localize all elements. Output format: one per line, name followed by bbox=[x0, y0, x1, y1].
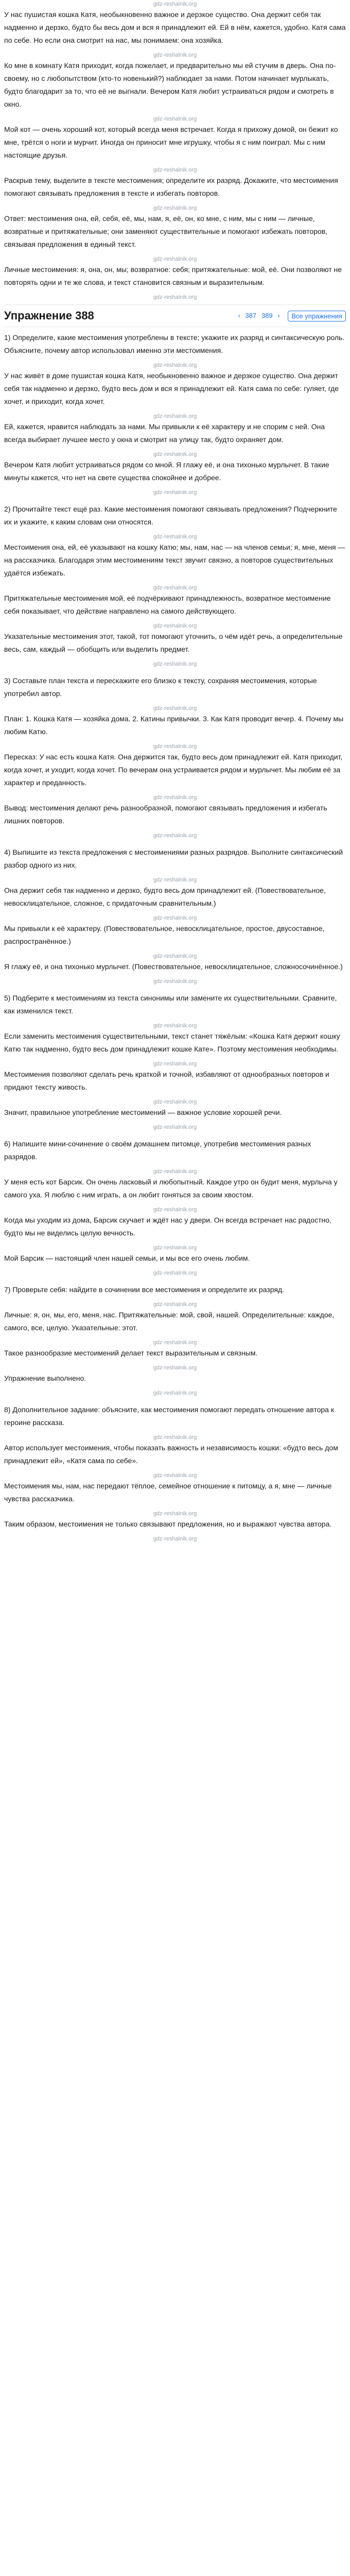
watermark: gdz-reshalnik.org bbox=[153, 1434, 197, 1440]
chevron-right-icon: › bbox=[277, 312, 280, 319]
watermark: gdz-reshalnik.org bbox=[153, 1124, 197, 1130]
paragraph: Значит, правильное употребление местоимений — важное условие хорошей речи. bbox=[4, 1108, 282, 1116]
paragraph: 6) Напишите мини-сочинение о своём домашнем питомце, употребив местоимения разных разрядов. bbox=[4, 1140, 311, 1161]
all-exercises-button[interactable]: Все упражнения bbox=[288, 311, 346, 321]
watermark: gdz-reshalnik.org bbox=[153, 167, 197, 173]
watermark: gdz-reshalnik.org bbox=[153, 1061, 197, 1067]
watermark: gdz-reshalnik.org bbox=[153, 1365, 197, 1371]
watermark: gdz-reshalnik.org bbox=[153, 877, 197, 883]
paragraph: 2) Прочитайте текст ещё раз. Какие местоимения помогают связывать предложения? Подчеркните их и укажите, к каким словам они относятся. bbox=[4, 505, 337, 526]
paragraph: Ей, кажется, нравится наблюдать за нами. Мы привыкли к её характеру и не спорим с ней. Она всегда выбирает лучшее место у окна и смотрит на улицу так, будто охраняет дом. bbox=[4, 422, 325, 444]
answer-section bbox=[4, 846, 346, 985]
paragraph: 4) Выпишите из текста предложения с местоимениями разных разрядов. Выполните синтаксический разбор одного из них. bbox=[4, 848, 343, 869]
watermark: gdz-reshalnik.org bbox=[153, 1270, 197, 1276]
watermark: gdz-reshalnik.org bbox=[153, 489, 197, 496]
paragraph: У нас живёт в доме пушистая кошка Катя, необыкновенно важное и дерзкое существо. Она держит себя так надменно и дерзко, будто весь дом и вся я принадлежит ей. Катя сама по себе: гуляет, где хочет, и приходит, когда хочет. bbox=[4, 371, 339, 405]
paragraph: Пересказ: У нас есть кошка Катя. Она держится так, будто весь дом принадлежит ей. Катя приходит, когда хочет, и уходит, когда хочет. По вечерам она устраивается рядом и мурлычет. Мы любим её за характер и преданность. bbox=[4, 753, 343, 787]
paragraph: 3) Составьте план текста и перескажите его близко к тексту, сохраняя местоимения, которые употребил автор. bbox=[4, 676, 317, 698]
watermark: gdz-reshalnik.org bbox=[153, 661, 197, 667]
paragraph: Личные местоимения: я, она, он, мы; возвратное: себя; притяжательные: мой, её. Они позволяют не повторять одни и те же слова, и текст становится связным и выразительным. bbox=[4, 265, 342, 286]
watermark: gdz-reshalnik.org bbox=[153, 1340, 197, 1346]
paragraph: План: 1. Кошка Катя — хозяйка дома. 2. Катины привычки. 3. Как Катя проводит вечер. 4. Почему мы любим Катю. bbox=[4, 715, 344, 736]
paragraph: Местоимения она, ей, её указывают на кошку Катю; мы, нам, нас — на членов семьи; я, мне, меня — на рассказчика. Благодаря этим местоимениям текст звучит связно, а повторов существительных удаётся избежать. bbox=[4, 543, 345, 577]
upper-text-block bbox=[4, 8, 346, 300]
paragraph: Местоимения мы, нам, нас передают тёплое, семейное отношение к питомцу, а я, мне — личные чувства рассказчика. bbox=[4, 1482, 332, 1503]
paragraph: Упражнение выполнено. bbox=[4, 1374, 86, 1382]
watermark: gdz-reshalnik.org bbox=[153, 362, 197, 368]
paragraph: Вечером Катя любит устраиваться рядом со мной. Я глажу её, и она тихонько мурлычет. В такие минуты кажется, что нет на свете существа спокойнее и добрее. bbox=[4, 461, 329, 482]
answer-section bbox=[4, 1283, 346, 1396]
exercise-title: Упражнение 388 bbox=[4, 309, 94, 322]
watermark: gdz-reshalnik.org bbox=[153, 953, 197, 959]
paragraph: Указательные местоимения этот, такой, тот помогают уточнить, о чём идёт речь, а определительные весь, сам, каждый — обобщить или выделить предмет. bbox=[4, 632, 343, 653]
watermark: gdz-reshalnik.org bbox=[153, 451, 197, 457]
watermark: gdz-reshalnik.org bbox=[153, 52, 197, 58]
paragraph: У нас пушистая кошка Катя, необыкновенно важное и дерзкое существо. Она держит себя так надменно и дерзко, будто бы весь дом и вся я принадлежит ей. Ей в нём, кажется, удобно. Катя сама по себе. Но если она смотрит на нас, мы понимаем: она хозяйка. bbox=[4, 10, 346, 44]
paragraph: Такое разнообразие местоимений делает текст выразительным и связным. bbox=[4, 1349, 258, 1357]
next-exercise-link[interactable] bbox=[261, 312, 283, 320]
watermark: gdz-reshalnik.org bbox=[153, 623, 197, 629]
watermark: gdz-reshalnik.org bbox=[153, 794, 197, 801]
paragraph: Мой Барсик — настоящий член нашей семьи, и мы все его очень любим. bbox=[4, 1254, 250, 1262]
watermark: gdz-reshalnik.org bbox=[153, 1390, 197, 1396]
watermark: gdz-reshalnik.org bbox=[153, 413, 197, 419]
watermark: gdz-reshalnik.org bbox=[153, 1207, 197, 1213]
paragraph: Я глажу её, и она тихонько мурлычет. (Повествовательное, невосклицательное, сложносочинённое.) bbox=[4, 962, 343, 971]
answer-section bbox=[4, 503, 346, 667]
paragraph: 1) Определите, какие местоимения употреблены в тексте; укажите их разряд и синтаксическую роль. Объясните, почему автор использовал именно эти местоимения. bbox=[4, 333, 345, 354]
answer-section bbox=[4, 1403, 346, 1542]
answer-section bbox=[4, 331, 346, 496]
paragraph: 8) Дополнительное задание: объясните, как местоимения помогают передать отношение автора к героине рассказа. bbox=[4, 1405, 334, 1427]
watermark: gdz-reshalnik.org bbox=[153, 1536, 197, 1542]
paragraph: Автор использует местоимения, чтобы показать важность и независимость кошки: «будто весь дом принадлежит ей», «Катя сама по себе». bbox=[4, 1444, 338, 1465]
watermark: gdz-reshalnik.org bbox=[153, 705, 197, 711]
next-exercise-label: 389 bbox=[261, 312, 273, 319]
exercise-nav bbox=[235, 311, 346, 321]
watermark: gdz-reshalnik.org bbox=[153, 205, 197, 211]
paragraph: 5) Подберите к местоимениям из текста синонимы или замените их существительными. Сравните, как изменился текст. bbox=[4, 994, 337, 1015]
paragraph: Когда мы уходим из дома, Барсик скучает и ждёт нас у двери. Он всегда встречает нас радостно, будто мы не виделись целую вечность. bbox=[4, 1216, 331, 1237]
paragraph: Если заменить местоимения существительными, текст станет тяжёлым: «Кошка Катя держит кошку Катю так надменно, будто весь дом принадлежит кошке Кате». Поэтому местоимения необходимы. bbox=[4, 1032, 340, 1053]
watermark: gdz-reshalnik.org bbox=[153, 534, 197, 540]
watermark: gdz-reshalnik.org bbox=[153, 915, 197, 921]
watermark: gdz-reshalnik.org bbox=[153, 978, 197, 985]
paragraph: Местоимения позволяют сделать речь краткой и точной, избавляют от однообразных повторов и придают тексту живость. bbox=[4, 1070, 329, 1091]
prev-exercise-label: 387 bbox=[245, 312, 257, 319]
exercise-header bbox=[4, 304, 346, 327]
watermark: gdz-reshalnik.org bbox=[153, 1511, 197, 1517]
watermark: gdz-reshalnik.org bbox=[153, 1301, 197, 1308]
watermark: gdz-reshalnik.org bbox=[153, 833, 197, 839]
top-watermark: gdz-reshalnik.org bbox=[153, 1, 197, 7]
watermark: gdz-reshalnik.org bbox=[153, 1099, 197, 1105]
paragraph: Мы привыкли к её характеру. (Повествовательное, невосклицательное, простое, двусоставное, распространённое.) bbox=[4, 924, 325, 945]
paragraph: У меня есть кот Барсик. Он очень ласковый и любопытный. Каждое утро он будит меня, мурлыча у самого уха. Я люблю с ним играть, а он любит гоняться за своим хвостом. bbox=[4, 1178, 338, 1199]
paragraph: Притяжательные местоимения мой, её подчёркивают принадлежность, возвратное местоимение себя показывает, что действие направлено на самого действующего. bbox=[4, 594, 331, 615]
watermark: gdz-reshalnik.org bbox=[153, 294, 197, 300]
paragraph: 7) Проверьте себя: найдите в сочинении все местоимения и определите их разряд. bbox=[4, 1285, 284, 1294]
watermark: gdz-reshalnik.org bbox=[153, 585, 197, 591]
answer-section bbox=[4, 992, 346, 1130]
watermark: gdz-reshalnik.org bbox=[153, 1168, 197, 1175]
lower-text-block bbox=[4, 331, 346, 1542]
paragraph: Личные: я, он, мы, его, меня, нас. Притяжательные: мой, свой, нашей. Определительные: каждое, самого, все, целую. Указательные: этот. bbox=[4, 1311, 335, 1332]
chevron-left-icon: ‹ bbox=[238, 312, 240, 319]
watermark: gdz-reshalnik.org bbox=[153, 116, 197, 122]
watermark: gdz-reshalnik.org bbox=[153, 256, 197, 262]
paragraph: Ко мне в комнату Катя приходит, когда пожелает, и предварительно мы ей стучим в дверь. Она по-своему, но с любопытством (кто-то новенький?) наблюдает за нами. Потом начинает мурлыкать, будто благодарит за то, что её не выгнали. Вечером Катя любит устраиваться рядом и смотреть в окно. bbox=[4, 61, 336, 108]
paragraph: Таким образом, местоимения не только связывают предложения, но и выражают чувства автора. bbox=[4, 1520, 332, 1528]
paragraph: Мой кот — очень хороший кот, который всегда меня встречает. Когда я прихожу домой, он бежит ко мне, трётся о ноги и мурчит. Иногда он приносит мне игрушку, чтобы я с ним поиграл. Мы с ним настоящие друзья. bbox=[4, 125, 338, 159]
watermark: gdz-reshalnik.org bbox=[153, 1023, 197, 1029]
answer-section bbox=[4, 674, 346, 839]
paragraph: Ответ: местоимения она, ей, себя, её, мы, нам, я, её, он, ко мне, с ним, мы с ним — личные, возвратные и притяжательные; они заменяют существительные и помогают избежать повторов, связывая предложения в единый текст. bbox=[4, 214, 328, 248]
answer-section bbox=[4, 1138, 346, 1276]
watermark: gdz-reshalnik.org bbox=[153, 1245, 197, 1251]
paragraph: Она держит себя так надменно и дерзко, будто весь дом принадлежит ей. (Повествовательное, невосклицательное, сложное, с придаточным сравнительным.) bbox=[4, 886, 326, 907]
watermark: gdz-reshalnik.org bbox=[153, 743, 197, 750]
paragraph: Раскрыв тему, выделите в тексте местоимения; определите их разряд. Докажите, что местоимения помогают связывать предложения в тексте и избегать повторов. bbox=[4, 176, 338, 197]
watermark: gdz-reshalnik.org bbox=[153, 1472, 197, 1479]
prev-exercise-link[interactable] bbox=[235, 312, 256, 320]
paragraph: Вывод: местоимения делают речь разнообразной, помогают связывать предложения и избегать лишних повторов. bbox=[4, 804, 327, 825]
